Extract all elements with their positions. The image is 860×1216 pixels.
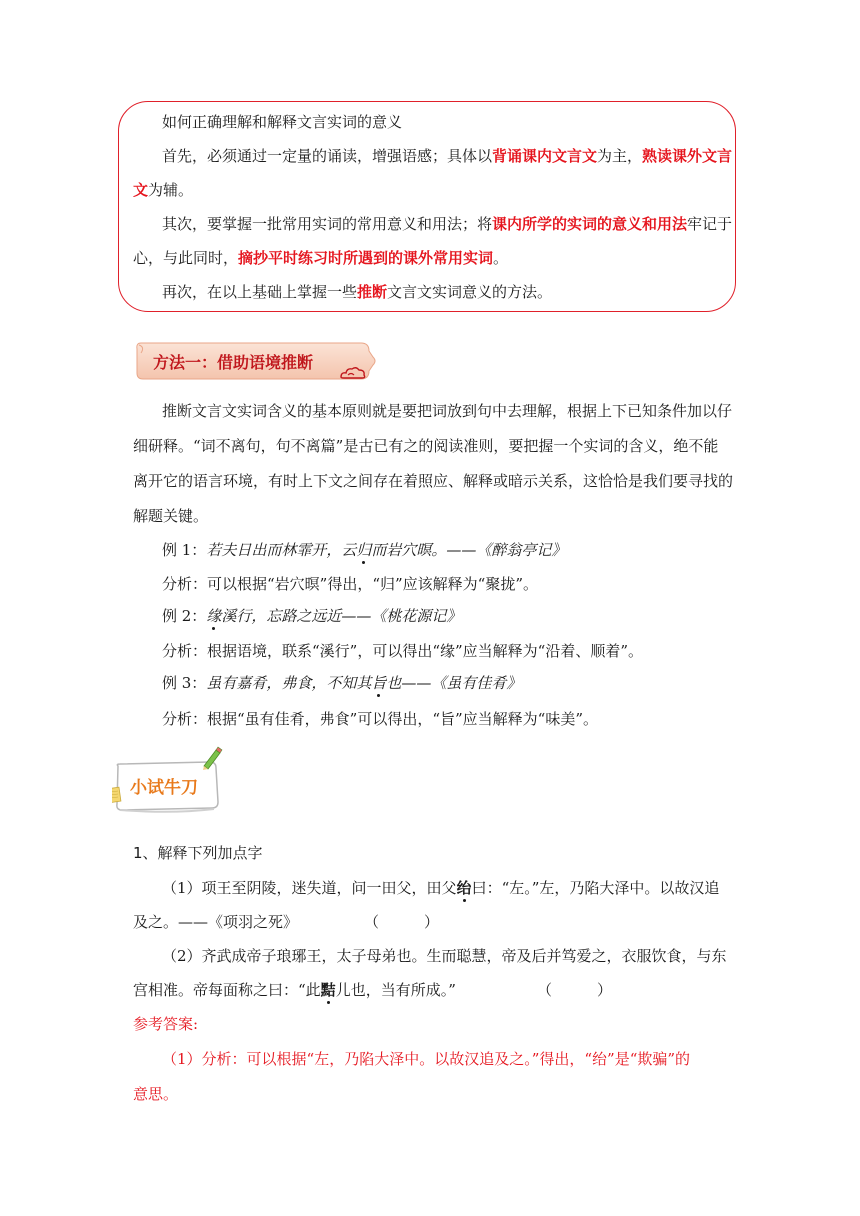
example-text: 若夫日出而林霏开，云 — [206, 541, 357, 559]
example-3 — [162, 673, 521, 693]
method-body-line-1: 推断文言文实词含义的基本原则就是要把词放到句中去理解，根据上下已知条件加以仔 — [162, 402, 733, 420]
example-text: 也——《虽有佳肴》 — [386, 674, 522, 692]
question-text: （1）项王至阴陵，迷失道，问一田父，田父 — [162, 879, 457, 897]
question-text: 儿也，当有所成。” — [335, 981, 456, 999]
intro-paragraph-2-line-1 — [162, 214, 732, 234]
example-text: 溪行，忘路之远近——《桃花源记》 — [221, 607, 462, 625]
method-body-line-4: 解题关键。 — [133, 507, 209, 525]
intro-text: 。 — [493, 249, 509, 267]
intro-highlight: 熟读课外文言 — [642, 147, 733, 165]
example-label: 例 1： — [162, 541, 207, 559]
intro-paragraph-1-line-1 — [162, 146, 732, 166]
method-body-line-3: 离开它的语言环境，有时上下文之间存在着照应、解释或暗示关系，这恰恰是我们要寻找的 — [133, 472, 734, 490]
example-label: 例 2： — [162, 607, 207, 625]
practice-badge-label: 小试牛刀 — [130, 778, 198, 798]
intro-paragraph-3 — [162, 282, 552, 302]
practice-badge — [112, 758, 218, 808]
question-title: 1、解释下列加点字 — [133, 844, 263, 862]
answer-1-line-2: 意思。 — [133, 1085, 179, 1103]
question-text: 宫相准。帝每面称之曰：“此 — [133, 981, 321, 999]
question-2-line-1: （2）齐武成帝子琅琊王，太子母弟也。生而聪慧，帝及后并笃爱之，衣服饮食，与东 — [162, 947, 727, 965]
intro-text: 文言文实词意义的方法。 — [387, 283, 553, 301]
intro-text: 其次，要掌握一批常用实词的常用意义和用法；将 — [162, 215, 493, 233]
method-banner-label: 方法一：借助语境推断 — [153, 353, 314, 372]
intro-text: 再次，在以上基础上掌握一些 — [162, 283, 358, 301]
cloud-icon — [338, 365, 368, 381]
intro-highlight: 背诵课内文言文 — [492, 147, 598, 165]
method-body-line-2: 细研释。“词不离句，句不离篇”是古已有之的阅读准则，要把握一个实词的含义，绝不能 — [133, 437, 719, 455]
example-2-analysis: 分析：根据语境，联系“溪行”，可以得出“缘”应当解释为“沿着、顺着”。 — [162, 642, 644, 660]
dotted-character: 缘 — [206, 607, 222, 625]
method-banner — [133, 339, 378, 383]
question-2-line-2 — [133, 980, 456, 1000]
intro-paragraph-1-line-2 — [133, 180, 193, 200]
example-2 — [162, 606, 461, 626]
dotted-character: 归 — [356, 541, 372, 559]
example-label: 例 3： — [162, 674, 207, 692]
intro-text: 首先，必须通过一定量的诵读，增强语感；具体以 — [162, 147, 493, 165]
intro-highlight: 文 — [133, 181, 149, 199]
intro-title: 如何正确理解和解释文言实词的意义 — [162, 113, 403, 131]
intro-highlight: 推断 — [357, 283, 388, 301]
intro-box — [118, 101, 736, 312]
example-1-analysis: 分析：可以根据“岩穴暝”得出，“归”应该解释为“聚拢”。 — [162, 575, 539, 593]
question-1-line-1 — [162, 878, 719, 898]
intro-text: 心，与此同时， — [133, 249, 239, 267]
dotted-character: 旨 — [371, 674, 387, 692]
answer-blank-1: （ ） — [364, 913, 440, 931]
example-text: 而岩穴暝。——《醉翁亭记》 — [371, 541, 567, 559]
example-text: 虽有嘉肴，弗食，不知其 — [206, 674, 372, 692]
pencil-icon — [200, 744, 224, 770]
intro-highlight: 摘抄平时练习时所遇到的课外常用实词 — [238, 249, 494, 267]
intro-paragraph-2-line-2 — [133, 248, 508, 268]
question-1-line-2: 及之。——《项羽之死》 — [133, 913, 299, 931]
intro-text: 为主， — [597, 147, 643, 165]
answer-1-line-1: （1）分析：可以根据“左，乃陷大泽中。以故汉追及之。”得出，“绐”是“欺骗”的 — [162, 1050, 691, 1068]
intro-text: 牢记于 — [687, 215, 733, 233]
intro-highlight: 课内所学的实词的意义和用法 — [492, 215, 688, 233]
example-3-analysis: 分析：根据“虽有佳肴，弗食”可以得出，“旨”应当解释为“味美”。 — [162, 710, 599, 728]
answer-blank-2: （ ） — [537, 981, 613, 999]
question-text: 曰：“左。”左，乃陷大泽中。以故汉追 — [471, 879, 720, 897]
intro-text: 为辅。 — [148, 181, 194, 199]
example-1 — [162, 540, 566, 560]
dotted-character: 黠 — [320, 981, 336, 999]
answer-label: 参考答案: — [133, 1015, 199, 1033]
dotted-character: 绐 — [456, 879, 472, 897]
